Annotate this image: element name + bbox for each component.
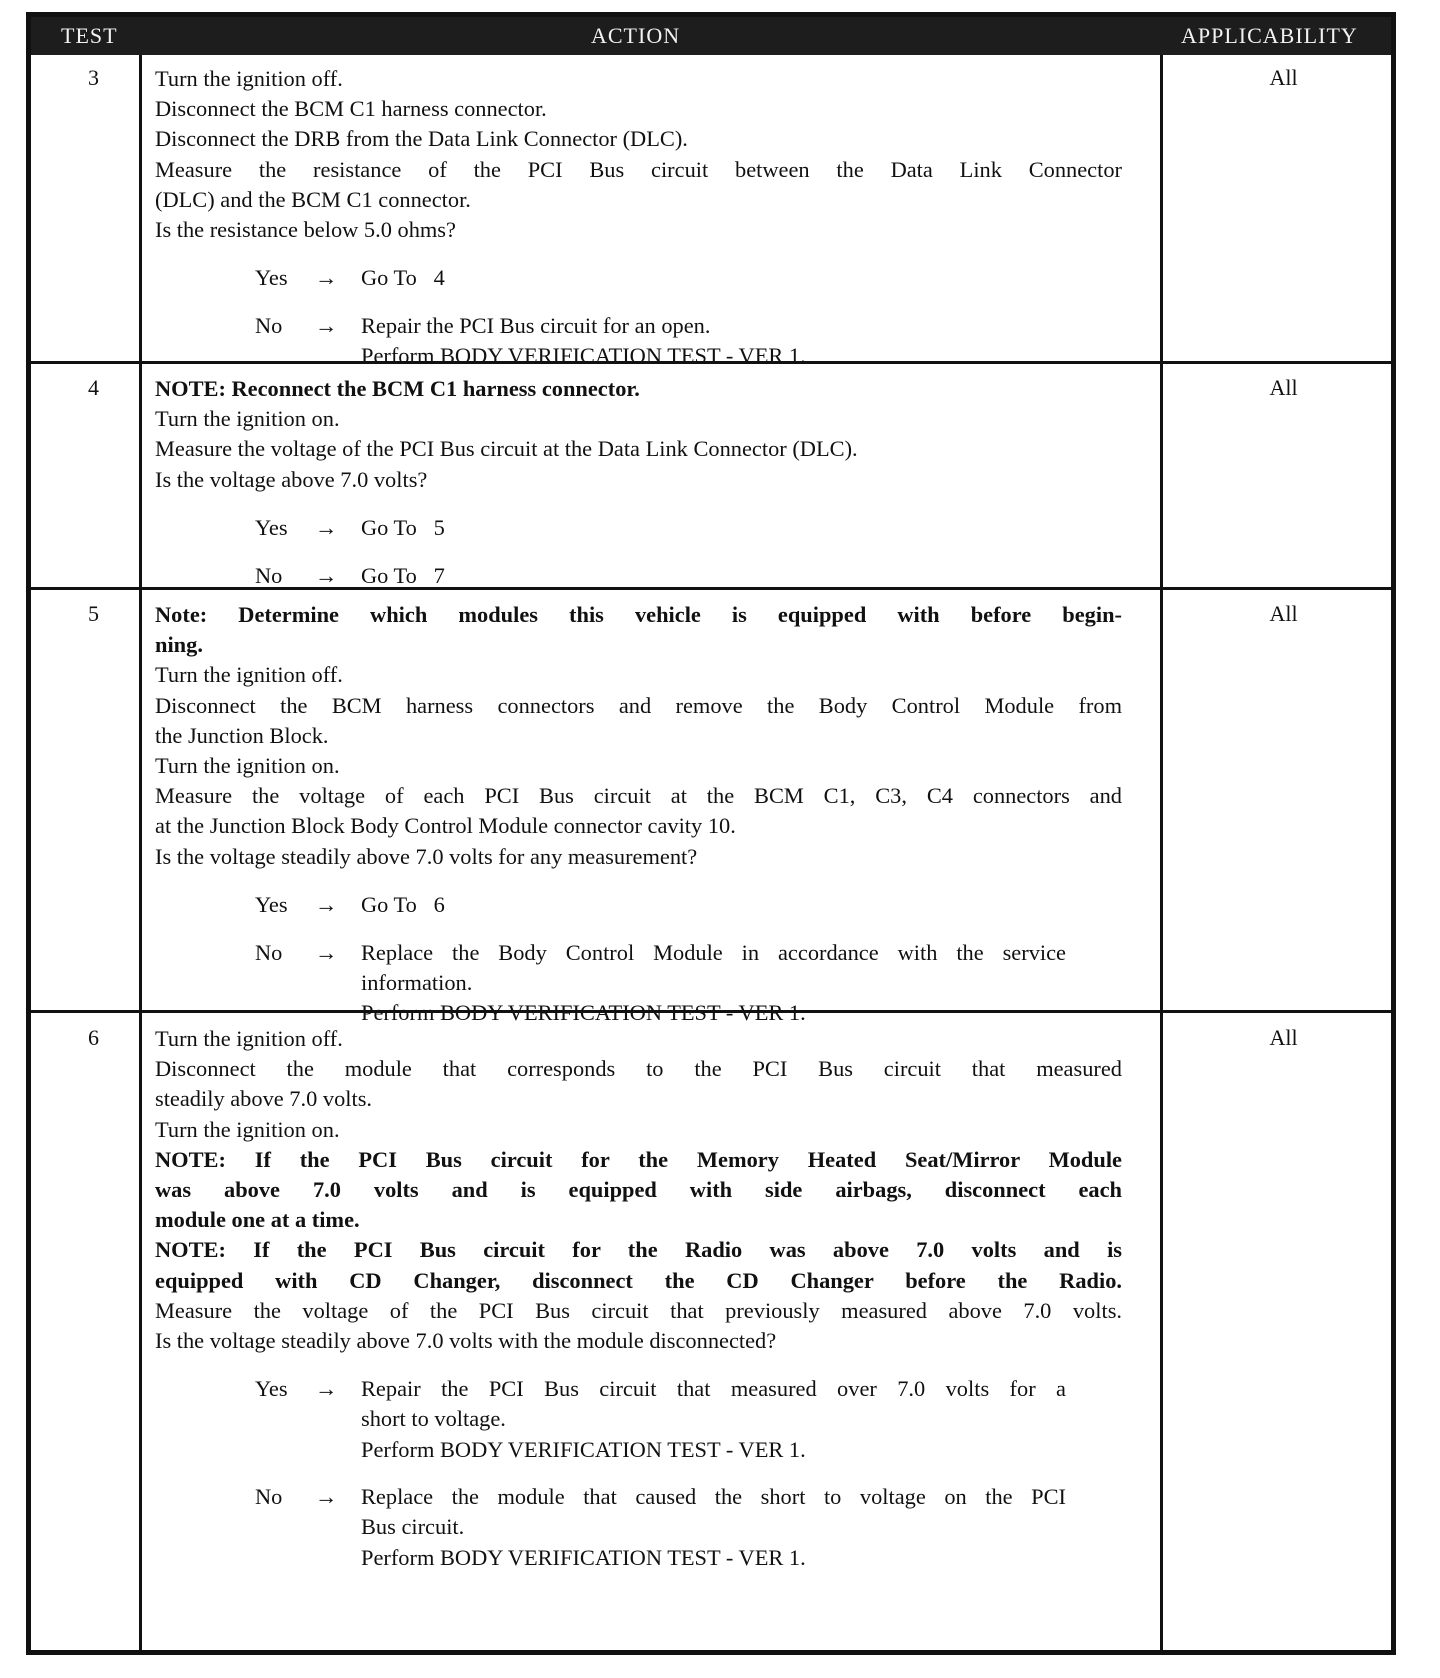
no-branch [155, 938, 1122, 1028]
yes-result [361, 1374, 1066, 1465]
header-test: TEST [61, 23, 118, 48]
yes-label: Yes [255, 514, 288, 540]
no-branch [155, 311, 1122, 371]
result-line: Perform BODY VERIFICATION TEST - VER 1. [361, 343, 806, 369]
diagnostic-table [26, 12, 1396, 1655]
action-line: at the Junction Block Body Control Module connector cavity 10. [155, 813, 736, 839]
result-line: Replace the Body Control Module in accordance with the service [361, 939, 1066, 965]
result-line: Perform BODY VERIFICATION TEST - VER 1. [361, 1000, 806, 1026]
yes-label: Yes [255, 1376, 288, 1402]
result-line: short to voltage. [361, 1406, 506, 1432]
applicability-cell: All [1269, 375, 1298, 400]
yes-branch [155, 1374, 1122, 1464]
no-result [361, 561, 1066, 591]
header-action: ACTION [591, 23, 681, 48]
no-result [361, 938, 1066, 1029]
no-label: No [255, 1484, 283, 1510]
applicability-cell: All [1269, 601, 1298, 626]
action-line: Is the voltage above 7.0 volts? [155, 466, 428, 492]
test-number: 4 [88, 375, 99, 400]
column-divider [139, 55, 142, 1650]
action-line: Turn the ignition off. [155, 1026, 343, 1051]
test-number: 5 [88, 601, 99, 626]
yes-result [361, 513, 1066, 543]
no-branch [155, 561, 1122, 591]
action-line: Disconnect the BCM harness connectors and remove the Body Control Module from [155, 692, 1122, 718]
action-line: Measure the resistance of the PCI Bus circuit between the Data Link Connector [155, 156, 1122, 182]
no-label: No [255, 562, 283, 588]
action-line: Turn the ignition on. [155, 1116, 340, 1142]
action-line: Is the resistance below 5.0 ohms? [155, 217, 456, 243]
result-line: Repair the PCI Bus circuit for an open. [361, 313, 711, 339]
action-line: Is the voltage steadily above 7.0 volts for any measurement? [155, 843, 698, 869]
arrow-icon: → [315, 1484, 338, 1510]
note-line: NOTE: Reconnect the BCM C1 harness connector. [155, 376, 640, 401]
no-label: No [255, 939, 283, 965]
action-cell [155, 1024, 1122, 1572]
action-cell [155, 600, 1122, 1028]
action-line: Disconnect the module that corresponds to the PCI Bus circuit that measured [155, 1056, 1122, 1082]
action-line: Disconnect the BCM C1 harness connector. [155, 96, 547, 122]
result-line: Go To 4 [361, 265, 445, 291]
action-line: steadily above 7.0 volts. [155, 1086, 373, 1112]
arrow-icon: → [315, 514, 338, 540]
arrow-icon: → [315, 313, 338, 339]
applicability-cell: All [1269, 1025, 1298, 1050]
action-line: Measure the voltage of each PCI Bus circuit at the BCM C1, C3, C4 connectors and [155, 783, 1122, 809]
result-line: Perform BODY VERIFICATION TEST - VER 1. [361, 1436, 806, 1462]
note-line: was above 7.0 volts and is equipped with side airbags, disconnect each [155, 1177, 1122, 1203]
applicability-cell: All [1269, 65, 1298, 90]
result-line: Perform BODY VERIFICATION TEST - VER 1. [361, 1544, 806, 1570]
note-line: module one at a time. [155, 1207, 360, 1233]
yes-branch [155, 890, 1122, 920]
test-number: 3 [88, 65, 99, 90]
arrow-icon: → [315, 562, 338, 588]
result-line: Repair the PCI Bus circuit that measured over 7.0 volts for a [361, 1376, 1066, 1402]
arrow-icon: → [315, 891, 338, 917]
action-line: Is the voltage steadily above 7.0 volts with the module disconnected? [155, 1328, 777, 1354]
yes-label: Yes [255, 891, 288, 917]
action-line: Turn the ignition on. [155, 753, 340, 779]
result-line: Replace the module that caused the short to voltage on the PCI [361, 1484, 1066, 1510]
result-line: Go To 7 [361, 562, 445, 588]
note-line: Note: Determine which modules this vehicle is equipped with before begin- [155, 602, 1122, 627]
header-applicability: APPLICABILITY [1181, 23, 1358, 48]
no-branch [155, 1482, 1122, 1572]
action-cell [155, 64, 1122, 371]
yes-result [361, 263, 1066, 293]
action-line: Turn the ignition on. [155, 406, 340, 432]
note-line: equipped with CD Changer, disconnect the CD Changer before the Radio. [155, 1267, 1122, 1293]
action-line: Turn the ignition off. [155, 66, 343, 91]
action-line: (DLC) and the BCM C1 connector. [155, 186, 471, 212]
no-result [361, 1482, 1066, 1573]
action-line: Measure the voltage of the PCI Bus circuit that previously measured above 7.0 volts. [155, 1297, 1122, 1323]
yes-branch [155, 263, 1122, 293]
table-header [31, 17, 1391, 55]
action-line: the Junction Block. [155, 722, 329, 748]
action-cell [155, 374, 1122, 591]
column-divider [1160, 55, 1163, 1650]
result-line: information. [361, 970, 473, 996]
yes-result [361, 890, 1066, 920]
note-line: NOTE: If the PCI Bus circuit for the Memory Heated Seat/Mirror Module [155, 1146, 1122, 1172]
result-line: Go To 5 [361, 514, 445, 540]
note-line: NOTE: If the PCI Bus circuit for the Radio was above 7.0 volts and is [155, 1237, 1122, 1263]
test-number: 6 [88, 1025, 99, 1050]
yes-label: Yes [255, 265, 288, 291]
no-result [361, 311, 1066, 371]
result-line: Bus circuit. [361, 1514, 465, 1540]
arrow-icon: → [315, 1376, 338, 1402]
arrow-icon: → [315, 939, 338, 965]
result-line: Go To 6 [361, 891, 445, 917]
action-line: Turn the ignition off. [155, 662, 343, 688]
action-line: Measure the voltage of the PCI Bus circuit at the Data Link Connector (DLC). [155, 436, 858, 462]
no-label: No [255, 313, 283, 339]
note-line: ning. [155, 632, 203, 658]
arrow-icon: → [315, 265, 338, 291]
yes-branch [155, 513, 1122, 543]
action-line: Disconnect the DRB from the Data Link Connector (DLC). [155, 126, 688, 152]
